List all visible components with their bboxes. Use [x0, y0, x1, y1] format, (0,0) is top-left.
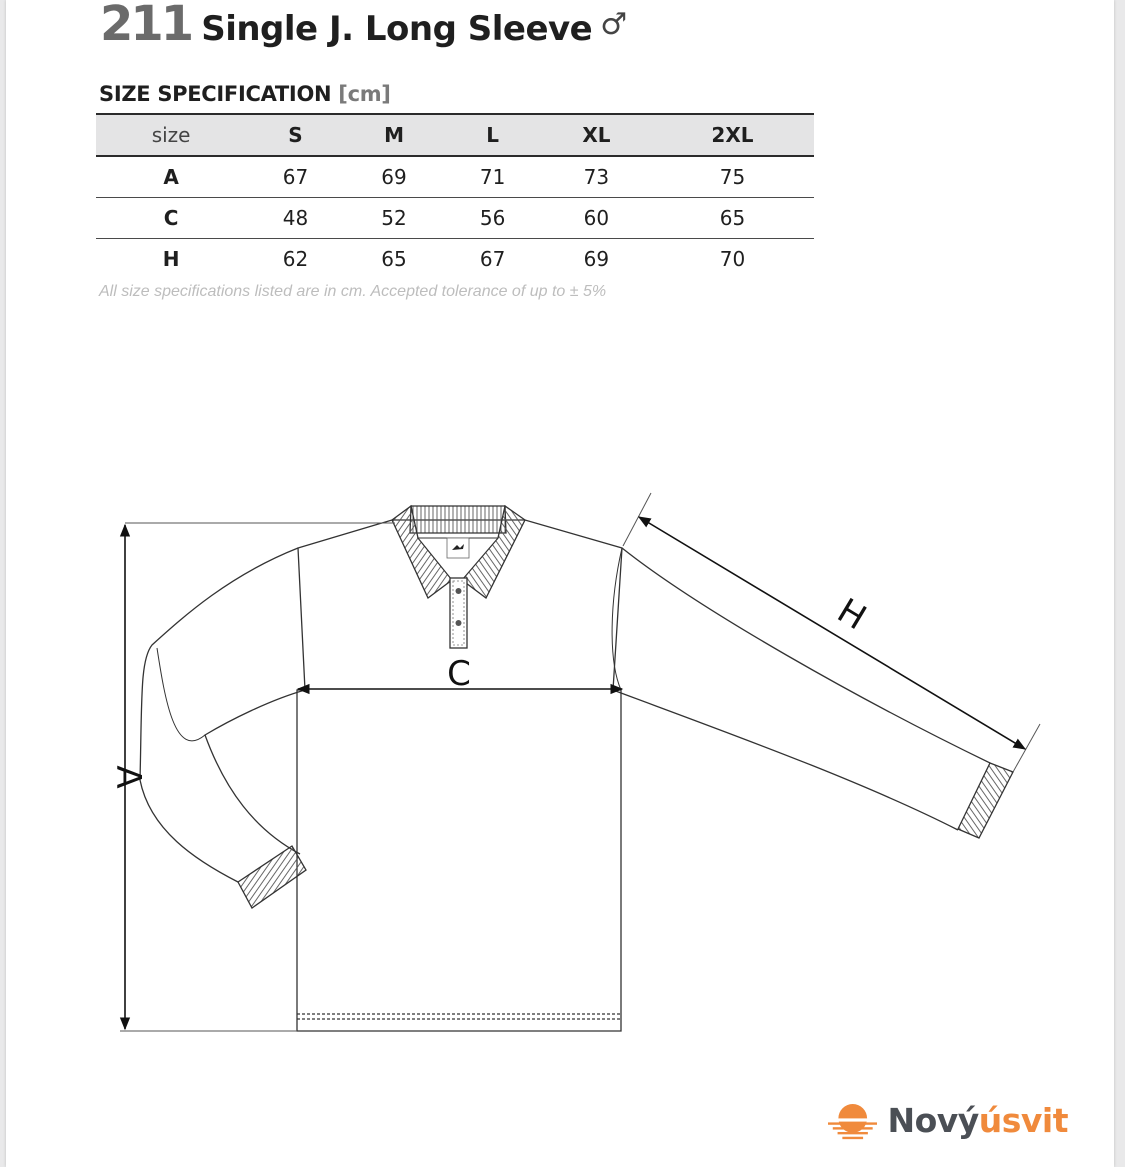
column-header-l: L [443, 114, 542, 156]
product-name: Single J. Long Sleeve [201, 9, 593, 49]
row-label: A [96, 156, 246, 198]
right-sleeve [612, 548, 990, 830]
column-header-s: S [246, 114, 345, 156]
logo-wordmark [887, 1101, 1068, 1140]
dimension-a-label: A [108, 765, 148, 789]
brand-label-icon [447, 538, 469, 558]
table-cell: 56 [443, 198, 542, 239]
male-gender-icon: ♂ [600, 7, 628, 42]
table-cell: 52 [345, 198, 444, 239]
size-spec-title: SIZE SPECIFICATION [99, 82, 332, 106]
dimension-c-label: C [447, 654, 471, 694]
sunrise-icon [828, 1094, 877, 1146]
table-cell: 62 [282, 247, 309, 271]
table-cell: 67 [246, 156, 345, 198]
table-cell: 69 [583, 247, 610, 271]
column-header-size: size [96, 114, 246, 156]
left-cuff [238, 846, 306, 908]
dimension-h [623, 493, 1040, 772]
button-icon [456, 620, 462, 626]
novy-usvit-logo [828, 1094, 1068, 1146]
table-cell: 65 [651, 198, 814, 239]
left-sleeve [140, 548, 305, 882]
row-label: C [96, 198, 246, 239]
size-spec-unit: [cm] [338, 82, 391, 106]
table-cell: 70 [719, 247, 746, 271]
column-header-m: M [345, 114, 444, 156]
row-label: H [162, 247, 180, 271]
tolerance-note: All size specifications listed are in cm. Accepted tolerance of up to ± 5% [99, 283, 607, 300]
table-cell: 60 [542, 198, 651, 239]
logo-wordmark-part2: úsvit [978, 1100, 1068, 1140]
dimension-c [298, 654, 622, 694]
model-number: 211 [100, 0, 192, 52]
table-cell: 73 [542, 156, 651, 198]
dimension-a [108, 523, 395, 1031]
logo-wordmark-part1: Nový [887, 1100, 979, 1140]
dimension-h-label: H [830, 590, 873, 639]
column-header-2xl: 2XL [651, 114, 814, 156]
table-cell: 69 [345, 156, 444, 198]
table-cell: 75 [651, 156, 814, 198]
table-cell: 65 [381, 247, 407, 271]
placket [450, 578, 467, 648]
button-icon [456, 588, 462, 594]
column-header-xl: XL [542, 114, 651, 156]
table-cell: 67 [479, 247, 506, 271]
right-cuff [958, 763, 1013, 838]
table-cell: 71 [443, 156, 542, 198]
table-cell: 48 [246, 198, 345, 239]
